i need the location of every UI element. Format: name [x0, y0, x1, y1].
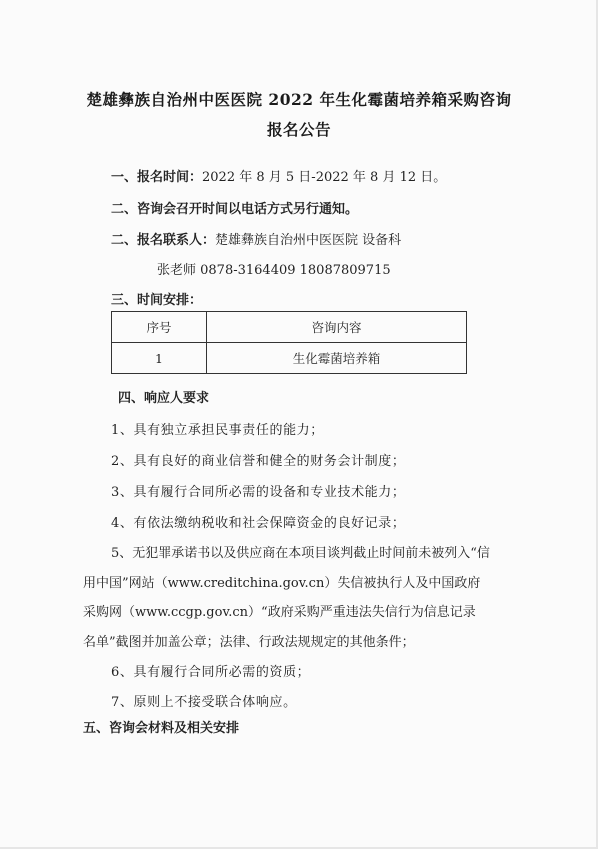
document-title-line1: 楚雄彝族自治州中医医院 2022 年生化霉菌培养箱采购咨询: [86, 90, 512, 109]
schedule-table: [111, 311, 467, 374]
table-header-cell: 序号: [112, 312, 207, 343]
section-registration-time-label: 一、报名时间：: [111, 170, 203, 185]
table-header-row: [112, 312, 467, 343]
contact-person-line: 张老师 0878-3164409 18087809715: [157, 263, 391, 278]
requirement-item: 1、具有独立承担民事责任的能力；: [111, 423, 324, 438]
table-row: [112, 343, 467, 374]
requirement-item: 5、无犯罪承诺书以及供应商在本项目谈判截止时间前未被列入“信: [111, 546, 490, 561]
requirement-item-continued: 名单”截图并加盖公章；法律、行政法规规定的其他条件；: [83, 635, 415, 650]
requirement-item: 4、有依法缴纳税收和社会保障资金的良好记录；: [111, 516, 406, 531]
table-cell: 1: [112, 343, 207, 374]
requirement-item-continued: 用中国”网站（www.creditchina.gov.cn）失信被执行人及中国政府: [83, 576, 481, 591]
requirement-item: 3、具有履行合同所必需的设备和专业技术能力；: [111, 485, 406, 500]
table-header-cell: 咨询内容: [207, 312, 467, 343]
section-schedule-label: 三、时间安排：: [111, 293, 203, 308]
section-requirements-label: 四、响应人要求: [118, 391, 210, 406]
requirement-item: 6、具有履行合同所必需的资质；: [111, 665, 311, 680]
document-title-line2: 报名公告: [266, 120, 331, 139]
section-meeting-notice: 二、咨询会召开时间以电话方式另行通知。: [111, 202, 359, 217]
section-registration-time-value: 2022 年 8 月 5 日-2022 年 8 月 12 日。: [202, 170, 447, 185]
requirement-item-continued: 采购网（www.ccgp.gov.cn）“政府采购严重违法失信行为信息记录: [83, 605, 476, 620]
table-cell: 生化霉菌培养箱: [207, 343, 467, 374]
section-contact-label: 二、报名联系人：: [111, 233, 216, 248]
section-contact-value: 楚雄彝族自治州中医医院 设备科: [215, 233, 402, 248]
section-registration-time: [111, 166, 446, 185]
section-materials-label: 五、咨询会材料及相关安排: [83, 721, 240, 736]
requirement-item: 7、原则上不接受联合体响应。: [111, 695, 297, 710]
section-contact: [111, 229, 401, 248]
requirement-item: 2、具有良好的商业信誉和健全的财务会计制度；: [111, 454, 406, 469]
